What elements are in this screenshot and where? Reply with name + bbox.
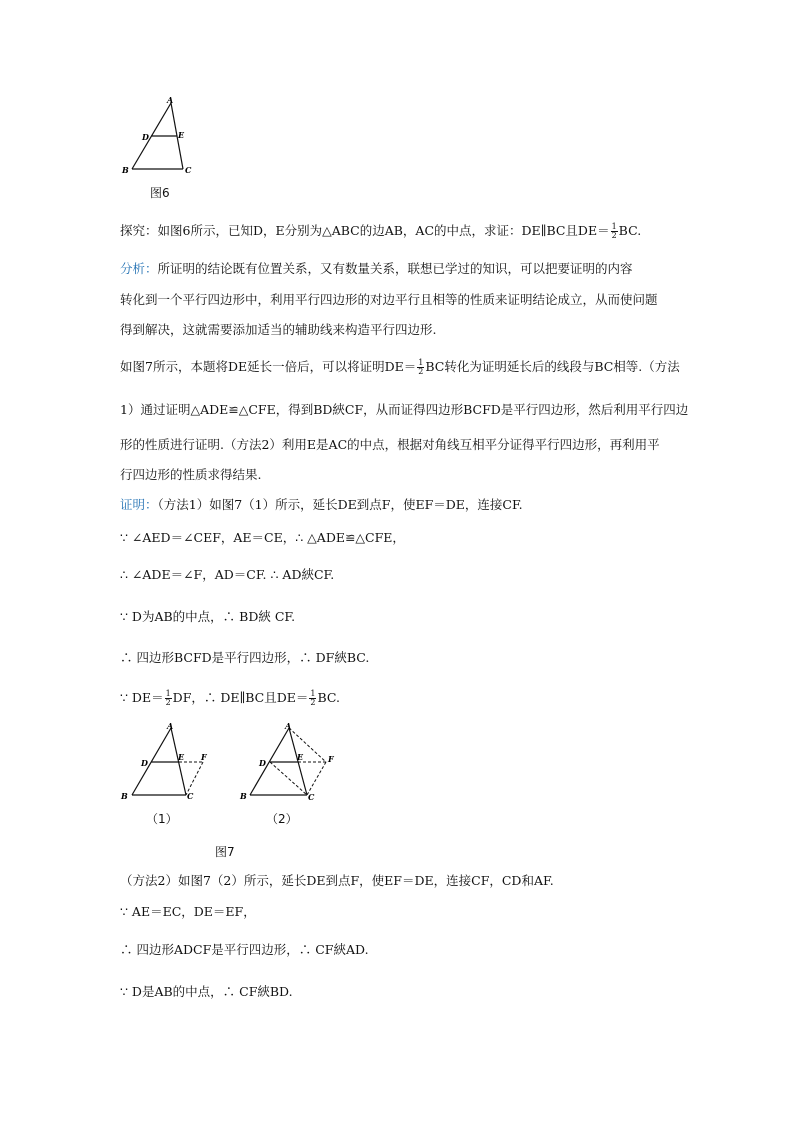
- label-F: F: [328, 754, 334, 764]
- paragraph-line-4: 行四边形的性质求得结果.: [120, 467, 262, 482]
- method2-step-2: ∴ 四边形ADCF是平行四边形，∴ CF綊AD.: [120, 942, 369, 957]
- method2-intro: （方法2）如图7（2）所示，延长DE到点F，使EF＝DE，连接CF，CD和AF.: [120, 873, 554, 888]
- label-C: C: [185, 165, 192, 175]
- method2-step-3: ∵ D是AB的中点，∴ CF綊BD.: [120, 984, 293, 999]
- label-D: D: [142, 132, 149, 142]
- fraction-half: $\frac{1}{2}$: [418, 358, 424, 376]
- explore-statement: 探究：如图6所示，已知D，E分别为△ABC的边AB，AC的中点，求证：DE∥BC且DE＝ $\frac{1}{2}$ BC.: [120, 222, 642, 240]
- figure-7-1-diagram: [115, 720, 220, 805]
- analysis-line-3: 得到解决，这就需要添加适当的辅助线来构造平行四边形.: [120, 322, 437, 337]
- figure-7-2-subcaption: （2）: [266, 812, 298, 826]
- label-C: C: [187, 791, 194, 801]
- label-D: D: [141, 758, 148, 768]
- figure-7-2-diagram: [233, 720, 343, 805]
- figure-7-caption: 图7: [215, 845, 235, 859]
- fraction-half: $\frac{1}{2}$: [310, 689, 316, 707]
- label-A: A: [285, 721, 292, 731]
- label-B: B: [121, 791, 128, 801]
- label-C: C: [308, 792, 315, 802]
- proof-intro: 证明：（方法1）如图7（1）所示，延长DE到点F，使EF＝DE，连接CF.: [120, 497, 523, 512]
- paragraph-line-3: 形的性质进行证明.（方法2）利用E是AC的中点，根据对角线互相平分证得平行四边形，再利用平: [120, 437, 660, 452]
- proof-label: 证明：: [120, 497, 158, 512]
- label-A: A: [167, 721, 174, 731]
- analysis-label: 分析：: [120, 261, 158, 276]
- proof-step-4: ∴ 四边形BCFD是平行四边形，∴ DF綊BC.: [120, 650, 370, 665]
- figure-6-triangle: [115, 95, 205, 177]
- label-B: B: [122, 165, 129, 175]
- paragraph-line-1: 如图7所示，本题将DE延长一倍后，可以将证明DE＝ $\frac{1}{2}$ BC转化为证明延长后的线段与BC相等.（方法: [120, 358, 680, 376]
- label-B: B: [240, 791, 247, 801]
- fraction-half: $\frac{1}{2}$: [611, 222, 617, 240]
- label-A: A: [167, 95, 174, 105]
- analysis-line-1: 分析：所证明的结论既有位置关系，又有数量关系，联想已学过的知识，可以把要证明的内容: [120, 261, 633, 276]
- paragraph-line-2: 1）通过证明△ADE≌△CFE，得到BD綊CF，从而证得四边形BCFD是平行四边形，然后利用平行四边: [120, 402, 689, 417]
- proof-step-3: ∵ D为AB的中点，∴ BD綊 CF.: [120, 609, 296, 624]
- label-E: E: [178, 752, 185, 762]
- proof-step-2: ∴ ∠ADE＝∠F，AD＝CF. ∴ AD綊CF.: [120, 567, 335, 582]
- method2-step-1: ∵ AE＝EC，DE＝EF，: [120, 904, 256, 919]
- proof-step-5: ∵ DE＝ $\frac{1}{2}$ DF，∴ DE∥BC且DE＝ $\frac{1}{2}$ BC.: [120, 689, 340, 707]
- figure-6-caption: 图6: [150, 186, 170, 200]
- label-F: F: [201, 752, 207, 762]
- label-E: E: [297, 752, 304, 762]
- label-E: E: [178, 130, 185, 140]
- figure-7-1-subcaption: （1）: [146, 812, 178, 826]
- analysis-line-2: 转化到一个平行四边形中，利用平行四边形的对边平行且相等的性质来证明结论成立，从而使问题: [120, 292, 658, 307]
- proof-step-1: ∵ ∠AED＝∠CEF，AE＝CE，∴ △ADE≌△CFE，: [120, 530, 405, 545]
- fraction-half: $\frac{1}{2}$: [165, 689, 171, 707]
- label-D: D: [259, 758, 266, 768]
